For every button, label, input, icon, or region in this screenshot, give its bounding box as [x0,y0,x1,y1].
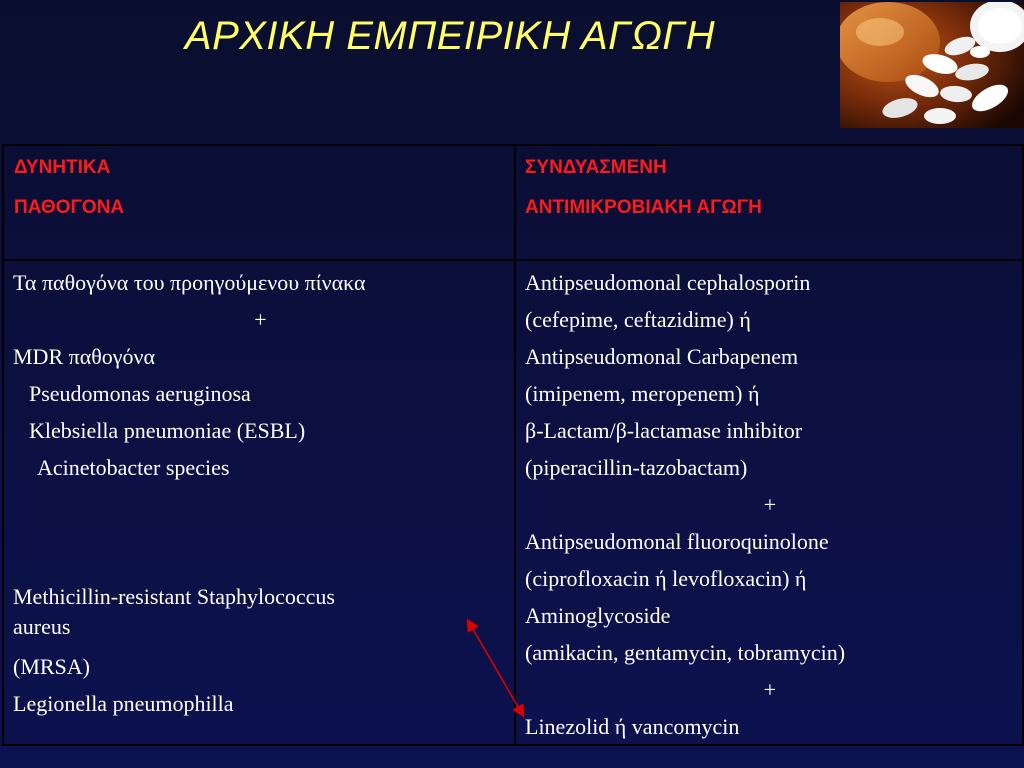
therapy-carbapenem: Antipseudomonal Carbapenem [525,344,799,369]
pathogens-prev-table: Τα παθογόνα του προηγούμενου πίνακα [13,270,366,295]
arrow-line [470,624,521,712]
therapy-fluoroquinolone-examples: (ciprofloxacin ή levofloxacin) ή [525,566,807,591]
left-header-line-2: ΠΑΘΟΓΟΝΑ [14,197,125,218]
mdr-pathogens: MDR παθογόνα [13,344,155,369]
pathogen-legionella: Legionella pneumophilla [13,691,234,716]
therapy-cephalosporin: Antipseudomonal cephalosporin [525,270,811,295]
therapy-fluoroquinolone: Antipseudomonal fluoroquinolone [525,529,829,554]
plus-sign: + [763,492,777,517]
therapy-cephalosporin-examples: (cefepime, ceftazidime) ή [525,307,751,332]
left-header-line-1: ΔΥΝΗΤΙΚΑ [14,157,111,178]
pathogen-mrsa-abbr: (MRSA) [13,654,91,679]
therapy-linezolid-vancomycin: Linezolid ή vancomycin [525,714,740,739]
right-header-line-2: ΑΝΤΙΜΙΚΡΟΒΙΑΚΗ ΑΓΩΓΗ [525,197,762,218]
therapy-beta-lactam-examples: (piperacillin-tazobactam) [525,455,748,480]
pathogen-klebsiella: Klebsiella pneumoniae (ESBL) [29,418,306,443]
pathogen-mrsa-line-2: aureus [13,614,71,639]
therapy-carbapenem-examples: (imipenem, meropenem) ή [525,381,760,406]
plus-sign: + [763,677,777,702]
therapy-aminoglycoside: Aminoglycoside [525,603,671,628]
therapy-beta-lactam: β-Lactam/β-lactamase inhibitor [525,418,803,443]
pathogen-pseudomonas: Pseudomonas aeruginosa [29,381,251,406]
plus-sign: + [254,307,267,332]
right-header-line-1: ΣΥΝΔΥΑΣΜΕΝΗ [525,157,667,178]
pathogen-acinetobacter: Acinetobacter species [37,455,230,480]
slide-title: ΑΡΧΙΚΗ ΕΜΠΕΙΡΙΚΗ ΑΓΩΓΗ [184,14,716,58]
pathogen-mrsa-line-1: Methicillin-resistant Staphylococcus [13,584,335,609]
therapy-aminoglycoside-examples: (amikacin, gentamycin, tobramycin) [525,640,846,665]
